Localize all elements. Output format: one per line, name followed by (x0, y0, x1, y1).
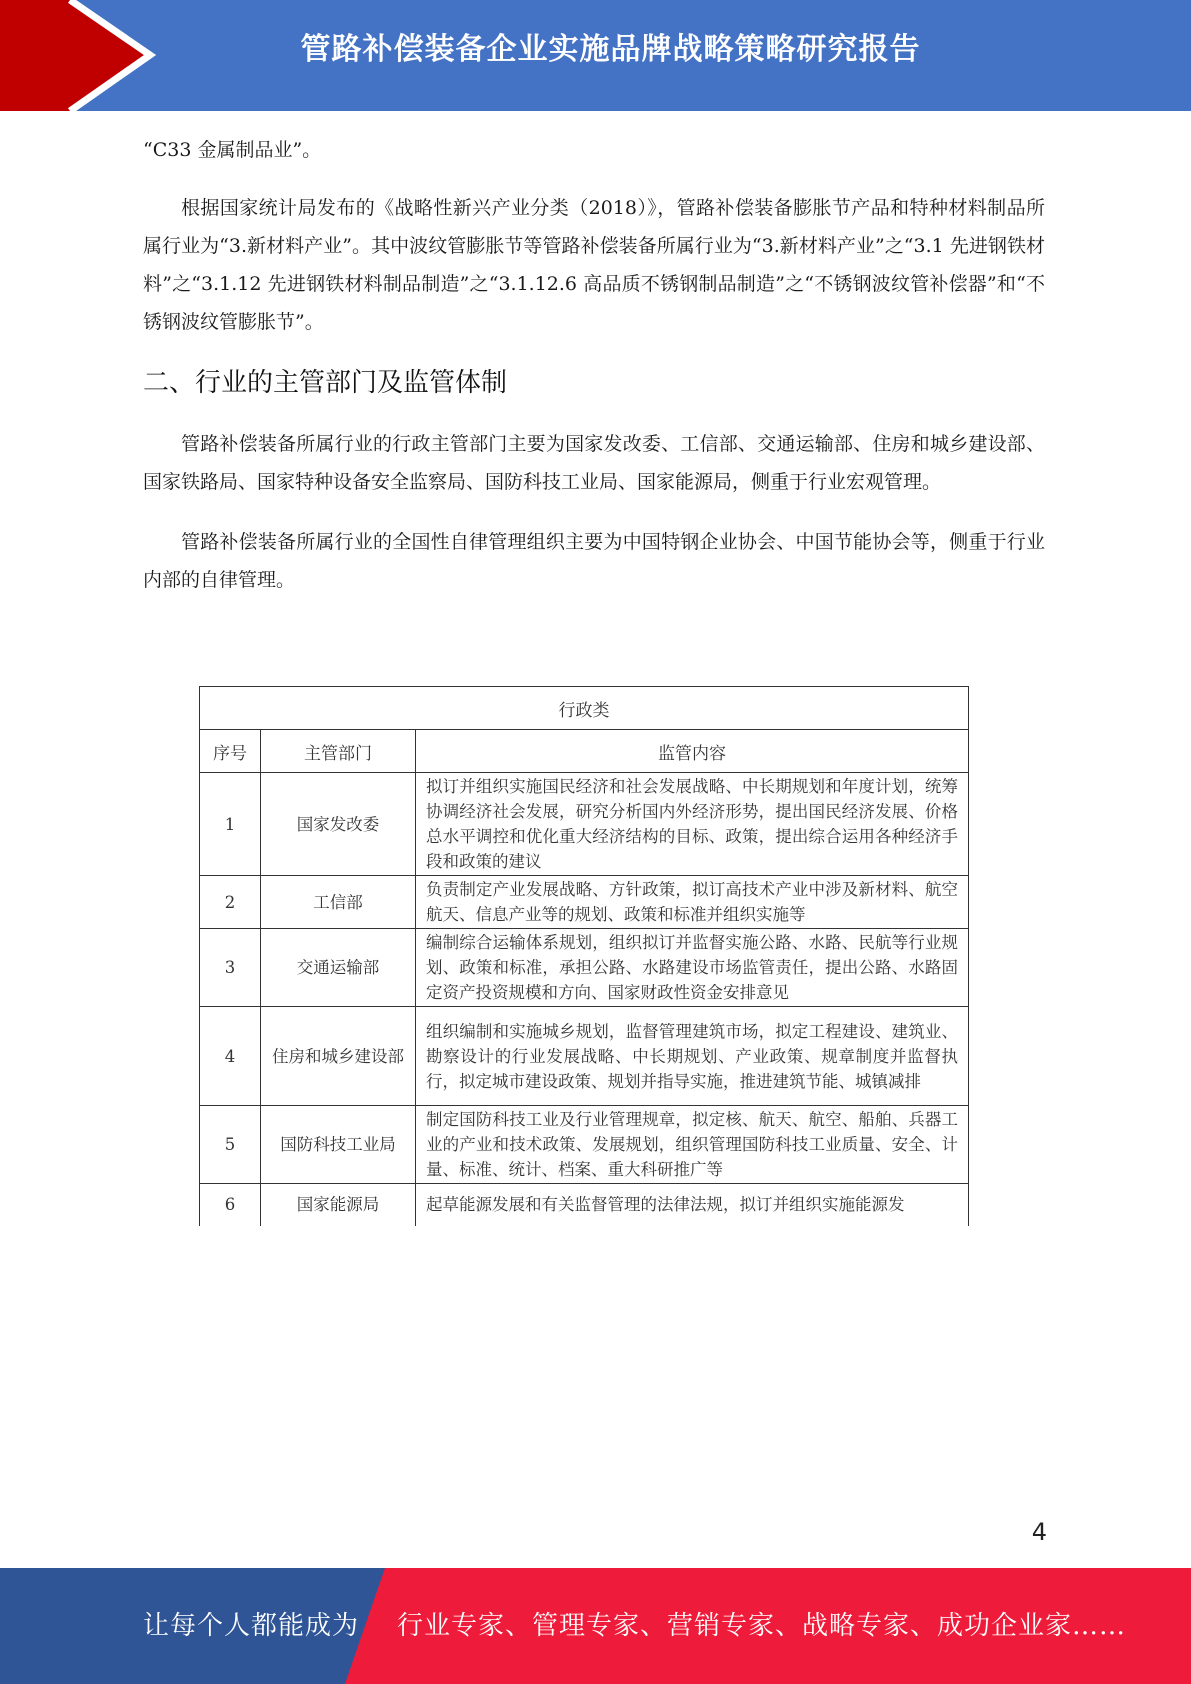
row-duties: 起草能源发展和有关监督管理的法律法规，拟订并组织实施能源发 (416, 1184, 969, 1226)
row-department: 住房和城乡建设部 (261, 1007, 416, 1106)
regulatory-authorities-table (199, 686, 969, 1226)
main-content (143, 131, 1045, 599)
row-number: 3 (200, 929, 261, 1007)
table-row (200, 1106, 969, 1184)
paragraph-industry-code: “C33 金属制品业”。 (143, 139, 322, 161)
table-row (200, 773, 969, 876)
table-row (200, 876, 969, 929)
row-number: 6 (200, 1184, 261, 1226)
row-duties: 拟订并组织实施国民经济和社会发展战略、中长期规划和年度计划，统筹协调经济社会发展，研究分析国内外经济形势，提出国民经济发展、价格总水平调控和优化重大经济结构的目标、政策，提出综合运用各种经济手段和政策的建议 (416, 773, 969, 876)
row-duties: 负责制定产业发展战略、方针政策，拟订高技术产业中涉及新材料、航空航天、信息产业等的规划、政策和标准并组织实施等 (416, 876, 969, 929)
paragraph-administrative-authorities: 管路补偿装备所属行业的行政主管部门主要为国家发改委、工信部、交通运输部、住房和城乡建设部、国家铁路局、国家特种设备安全监察局、国防科技工业局、国家能源局，侧重于行业宏观管理。 (143, 433, 1045, 493)
row-duties: 编制综合运输体系规划，组织拟订并监督实施公路、水路、民航等行业规划、政策和标准，承担公路、水路建设市场监管责任，提出公路、水路固定资产投资规模和方向、国家财政性资金安排意见 (416, 929, 969, 1007)
table-row (200, 1184, 969, 1226)
table-header-row (200, 730, 969, 773)
page-footer (0, 1568, 1191, 1684)
paragraph-strategic-classification: 根据国家统计局发布的《战略性新兴产业分类（2018）》，管路补偿装备膨胀节产品和特种材料制品所属行业为“3.新材料产业”。其中波纹管膨胀节等管路补偿装备所属行业为“3.新材料产业”之“3.1 先进钢铁材料”之“3.1.12 先进钢铁材料制品制造”之“3.1.12.6 高品质不锈钢制品制造”之“不锈钢波纹管补偿器”和“不锈钢波纹管膨胀节”。 (143, 197, 1045, 333)
footer-slogan-right: 行业专家、管理专家、营销专家、战略专家、成功企业家…… (397, 1611, 1127, 1641)
row-department: 交通运输部 (261, 929, 416, 1007)
table-row (200, 929, 969, 1007)
row-duties: 组织编制和实施城乡规划，监督管理建筑市场，拟定工程建设、建筑业、勘察设计的行业发展战略、中长期规划、产业政策、规章制度并监督执行，拟定城市建设政策、规划并指导实施，推进建筑节能、城镇减排 (416, 1007, 969, 1106)
row-number: 5 (200, 1106, 261, 1184)
row-department: 国家能源局 (261, 1184, 416, 1226)
report-title: 管路补偿装备企业实施品牌战略策略研究报告 (300, 32, 921, 67)
column-header-duties: 监管内容 (416, 730, 969, 773)
column-header-department: 主管部门 (261, 730, 416, 773)
row-department: 国家发改委 (261, 773, 416, 876)
row-number: 4 (200, 1007, 261, 1106)
paragraph-self-regulatory-organizations: 管路补偿装备所属行业的全国性自律管理组织主要为中国特钢企业协会、中国节能协会等，侧重于行业内部的自律管理。 (143, 531, 1045, 591)
row-department: 国防科技工业局 (261, 1106, 416, 1184)
column-header-number: 序号 (200, 730, 261, 773)
row-department: 工信部 (261, 876, 416, 929)
row-number: 2 (200, 876, 261, 929)
page-number: 4 (1031, 1518, 1047, 1546)
table-caption: 行政类 (200, 687, 969, 730)
row-duties: 制定国防科技工业及行业管理规章，拟定核、航天、航空、船舶、兵器工业的产业和技术政策、发展规划，组织管理国防科技工业质量、安全、计量、标准、统计、档案、重大科研推广等 (416, 1106, 969, 1184)
section-heading: 二、行业的主管部门及监管体制 (143, 368, 508, 398)
row-number: 1 (200, 773, 261, 876)
footer-slogan-left: 让每个人都能成为 (143, 1611, 360, 1641)
table-row (200, 1007, 969, 1106)
page-header (0, 0, 1191, 111)
